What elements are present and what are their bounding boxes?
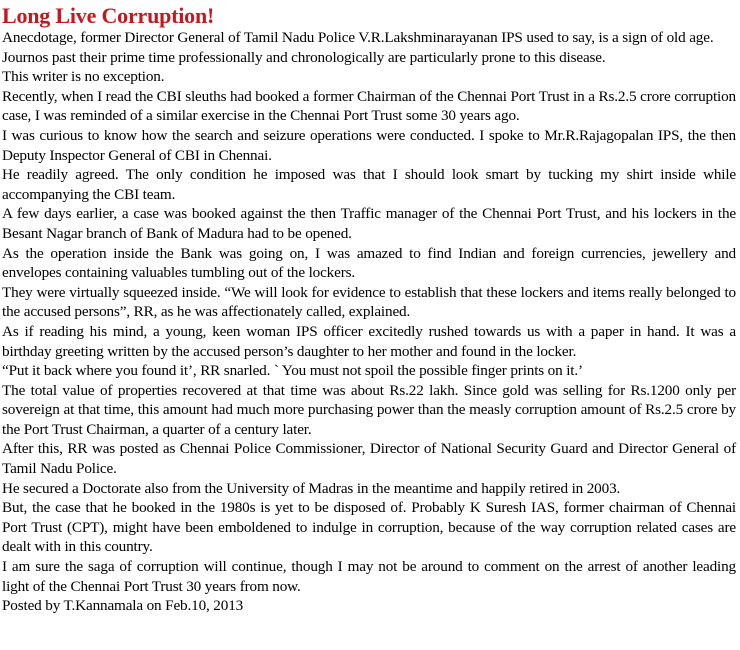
paragraph: Recently, when I read the CBI sleuths had booked a former Chairman of the Chennai Port Trust in a Rs.2.5 crore corruption case, I was reminded of a similar exercise in the Chennai Port Trust some 30 years ago. (2, 87, 736, 125)
paragraph: After this, RR was posted as Chennai Police Commissioner, Director of National Security Guard and Director General of Tamil Nadu Police. (2, 440, 736, 478)
paragraph: Anecdotage, former Director General of Tamil Nadu Police V.R.Lakshminarayanan IPS used to say, is a sign of old age. (2, 29, 714, 46)
paragraph: They were virtually squeezed inside. “We will look for evidence to establish that these lockers and items really belonged to the accused persons”, RR, as he was affectionately called, explained. (2, 283, 736, 321)
paragraph: But, the case that he booked in the 1980s is yet to be disposed of. Probably K Suresh IAS, former chairman of Chennai Port Trust (CPT), might have been emboldened to indulge in corruption, because of the way corruption related cases are dealt with in this country. (2, 499, 736, 556)
paragraph: A few days earlier, a case was booked against the then Traffic manager of the Chennai Port Trust, and his lockers in the Besant Nagar branch of Bank of Madura had to be opened. (2, 205, 736, 242)
paragraph: I was curious to know how the search and seizure operations were conducted. I spoke to Mr.R.Rajagopalan IPS, the then Deputy Inspector General of CBI in Chennai. (2, 126, 736, 164)
paragraph: I am sure the saga of corruption will continue, though I may not be around to comment on the arrest of another leading light of the Chennai Port Trust 30 years from now. (2, 558, 736, 595)
article (2, 4, 736, 616)
paragraph: He readily agreed. The only condition he imposed was that I should look smart by tucking my shirt inside while accompanying the CBI team. (2, 166, 736, 203)
paragraph: He secured a Doctorate also from the University of Madras in the meantime and happily retired in 2003. (2, 479, 621, 497)
paragraph: “Put it back where you found it’, RR snarled. ` You must not spoil the possible finger prints on it.’ (2, 362, 583, 380)
article-body (2, 28, 736, 596)
paragraph: The total value of properties recovered at that time was about Rs.22 lakh. Since gold was selling for Rs.1200 only per sovereign at that time, this amount had much more purchasing power than the measly corruption amount of Rs.2.5 crore by the Port Trust Chairman, a quarter of a century later. (2, 381, 736, 438)
paragraph: Journos past their prime time professionally and chronologically are particularly prone to this disease. (2, 48, 606, 66)
paragraph: As the operation inside the Bank was going on, I was amazed to find Indian and foreign currencies, jewellery and envelopes containing valuables tumbling out of the lockers. (2, 244, 736, 282)
paragraph: This writer is no exception. (2, 68, 165, 86)
paragraph: As if reading his mind, a young, keen woman IPS officer excitedly rushed towards us with a paper in hand. It was a birthday greeting written by the accused person’s daughter to her mother and found in the locker. (2, 322, 736, 360)
article-title: Long Live Corruption! (2, 3, 215, 28)
byline: Posted by T.Kannamala on Feb.10, 2013 (2, 597, 244, 615)
